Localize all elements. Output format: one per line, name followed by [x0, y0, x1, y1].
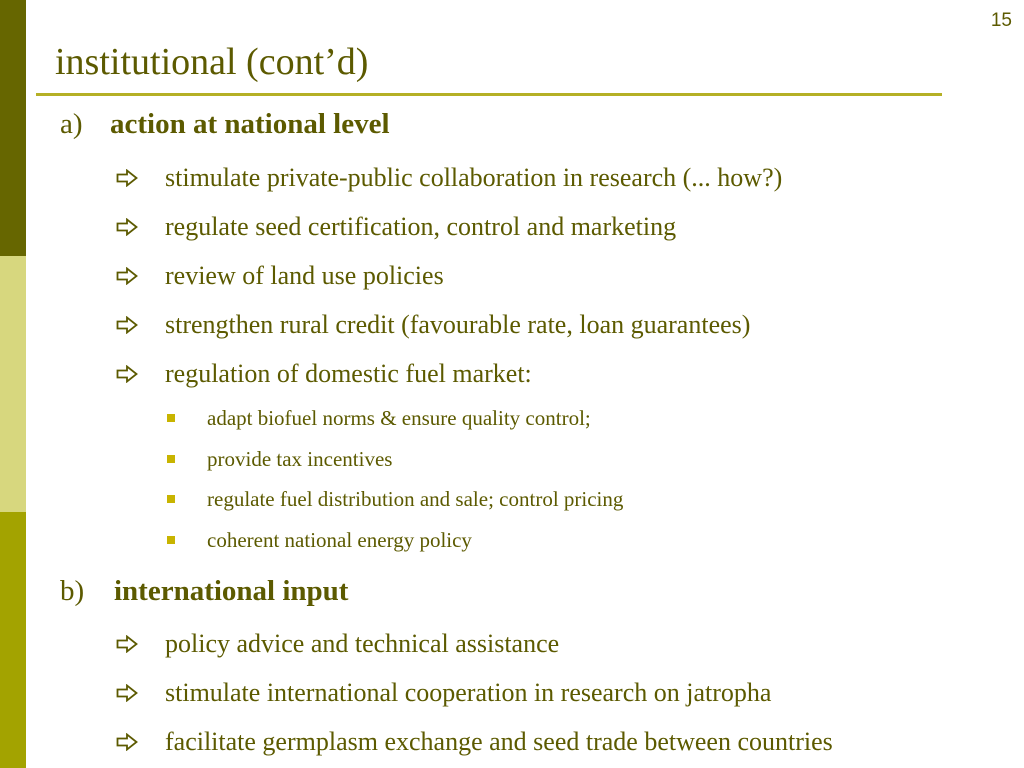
list-item-text: policy advice and technical assistance [165, 629, 560, 658]
section-b-heading [60, 573, 348, 609]
list-item-text: review of land use policies [165, 261, 444, 290]
hollow-right-arrow-icon [116, 316, 138, 334]
slide-title: institutional (cont’d) [55, 41, 369, 83]
sidebar-stripe [0, 0, 26, 768]
section-a-title: action at national level [110, 108, 390, 140]
hollow-right-arrow-icon [116, 169, 138, 187]
sub-list-item-text: coherent national energy policy [207, 528, 472, 552]
hollow-right-arrow-icon [116, 267, 138, 285]
square-bullet-icon [167, 536, 175, 544]
title-underline [36, 93, 942, 96]
hollow-right-arrow-icon [116, 733, 138, 751]
square-bullet-icon [167, 495, 175, 503]
sidebar-segment-middle [0, 256, 26, 512]
list-item-text: strengthen rural credit (favourable rate, loan guarantees) [165, 310, 751, 339]
section-a-marker: a) [60, 108, 83, 140]
section-a-heading [60, 106, 390, 142]
list-item-text: stimulate international cooperation in research on jatropha [165, 678, 772, 707]
list-item-text: facilitate germplasm exchange and seed trade between countries [165, 727, 833, 756]
hollow-right-arrow-icon [116, 218, 138, 236]
sidebar-segment-bottom [0, 512, 26, 768]
hollow-right-arrow-icon [116, 635, 138, 653]
sidebar-segment-top [0, 0, 26, 256]
list-item-text: regulate seed certification, control and marketing [165, 212, 677, 241]
section-b-marker: b) [60, 575, 85, 607]
sub-list-item-text: regulate fuel distribution and sale; control pricing [207, 487, 624, 511]
square-bullet-icon [167, 455, 175, 463]
section-b-title: international input [114, 575, 349, 607]
sub-list-item-text: provide tax incentives [207, 447, 393, 471]
square-bullet-icon [167, 414, 175, 422]
list-item-text: regulation of domestic fuel market: [165, 359, 532, 388]
slide-number: 15 [990, 10, 1012, 31]
list-item-text: stimulate private-public collaboration in research (... how?) [165, 163, 783, 192]
hollow-right-arrow-icon [116, 365, 138, 383]
hollow-right-arrow-icon [116, 684, 138, 702]
sub-list-item-text: adapt biofuel norms & ensure quality control; [207, 406, 591, 430]
